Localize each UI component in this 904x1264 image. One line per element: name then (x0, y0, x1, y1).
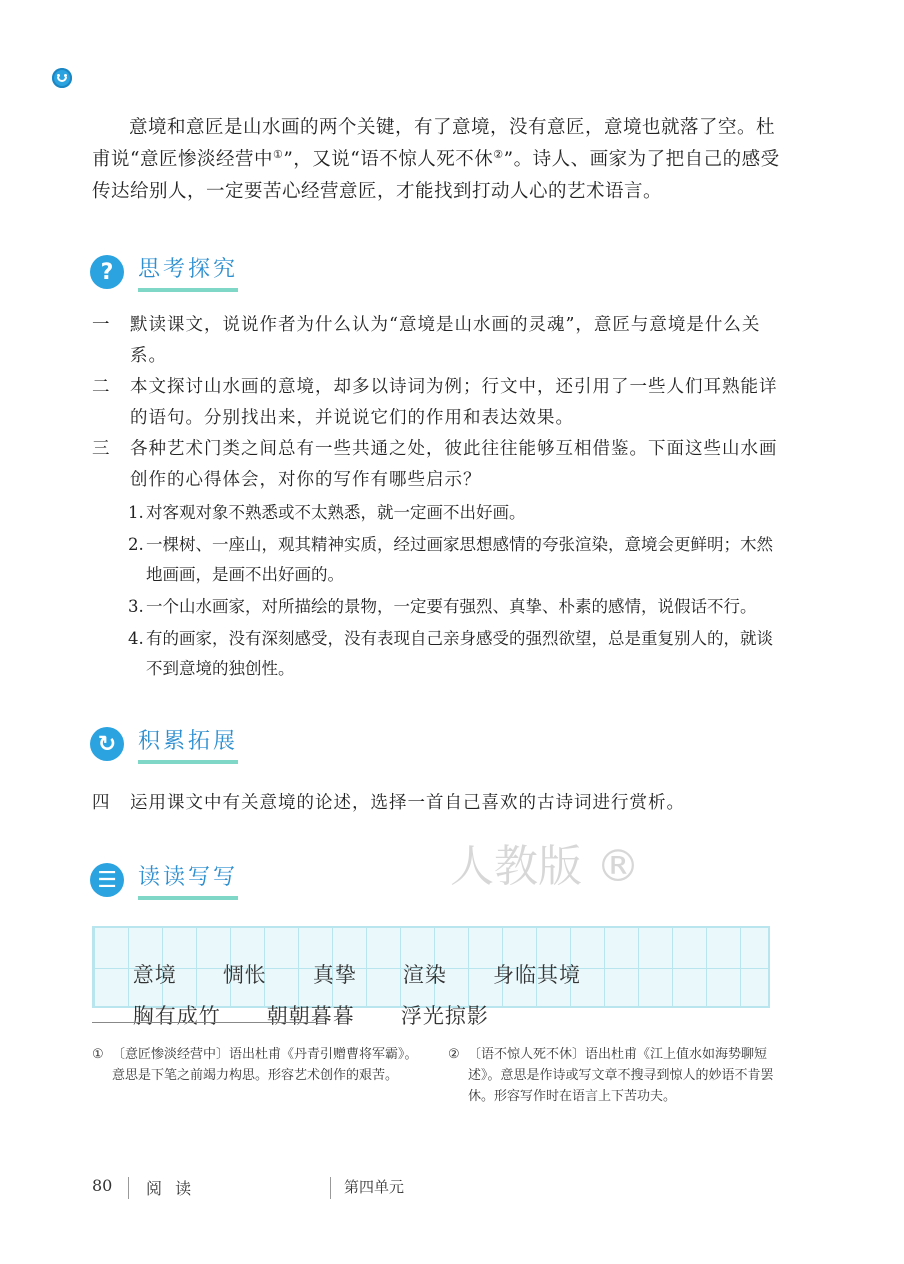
footer-unit: 第四单元 (344, 1178, 405, 1196)
question-3: 三 各种艺术门类之间总有一些共通之处，彼此往往能够互相借鉴。下面这些山水画创作的心得体会，对你的写作有哪些启示？ (92, 439, 778, 490)
footer-section: 阅 读 (146, 1179, 196, 1198)
word: 渲染 (402, 963, 447, 987)
page-number: 80 (92, 1176, 113, 1195)
word: 浮光掠影 (400, 1004, 489, 1028)
question-2: 二 本文探讨山水画的意境，却多以诗词为例；行文中，还引用了一些人们耳熟能详的语句。分别找出来，并说说它们的作用和表达效果。 (92, 377, 778, 428)
sub-item-2: 2. 一棵树、一座山，观其精神实质，经过画家思想感情的夸张渲染，意境会更鲜明；木然地画画，是画不出好画的。 (128, 535, 773, 584)
footnote-2: ② 〔语不惊人死不休〕语出杜甫《江上值水如海势聊短述》。意思是作诗或写文章不搜寻到惊人的妙语不肯罢休。形容写作时在语言上下苦功夫。 (448, 1047, 774, 1104)
question-1: 一 默读课文，说说作者为什么认为“意境是山水画的灵魂”，意匠与意境是什么关系。 (92, 315, 761, 366)
section-title: 积累拓展 (138, 724, 238, 764)
publisher-watermark: 人教版 ® (450, 841, 640, 892)
sub-item-3: 3. 一个山水画家，对所描绘的景物，一定要有强烈、真挚、朴素的感情，说假话不行。 (128, 597, 757, 616)
word-row-2 (102, 976, 489, 1054)
footnote-ref-1[interactable]: ① (272, 148, 284, 161)
intro-paragraph: 意境和意匠是山水画的两个关键，有了意境，没有意匠，意境也就落了空。杜甫说“意匠惨淡经营中①”，又说“语不惊人死不休②”。诗人、画家为了把自己的感受传达给别人，一定要苦心经营意匠，才能找到打动人心的艺术语言。 (92, 117, 780, 202)
word: 惆怅 (222, 963, 267, 987)
word: 胸有成竹 (132, 1004, 221, 1028)
smile-icon (52, 68, 72, 88)
footer-divider (128, 1177, 129, 1199)
list-icon: ☰ (90, 863, 124, 897)
section-title: 思考探究 (138, 252, 238, 292)
sub-item-4: 4. 有的画家，没有深刻感受，没有表现自己亲身感受的强烈欲望，总是重复别人的，就谈不到意境的独创性。 (128, 629, 773, 678)
footnote-ref-2[interactable]: ② (493, 148, 504, 161)
question-icon: ? (90, 255, 124, 289)
sub-item-1: 1. 对客观对象不熟悉或不太熟悉，就一定画不出好画。 (128, 503, 526, 522)
section-read-write (90, 860, 238, 900)
question-4: 四 运用课文中有关意境的论述，选择一首自己喜欢的古诗词进行赏析。 (92, 793, 685, 813)
section-accumulate (90, 724, 238, 764)
footnote-1: ① 〔意匠惨淡经营中〕语出杜甫《丹青引赠曹将军霸》。意思是下笔之前竭力构思。形容艺术创作的艰苦。 (92, 1047, 418, 1083)
footer-divider (330, 1177, 331, 1199)
word: 意境 (132, 963, 177, 987)
refresh-arrow-icon: ↻ (90, 727, 124, 761)
section-title: 读读写写 (138, 860, 238, 900)
word: 身临其境 (492, 963, 581, 987)
section-think (90, 252, 238, 292)
footnote-divider (92, 1022, 318, 1023)
word: 真挚 (312, 963, 357, 987)
word: 朝朝暮暮 (266, 1004, 355, 1028)
word-grid (92, 926, 770, 1028)
